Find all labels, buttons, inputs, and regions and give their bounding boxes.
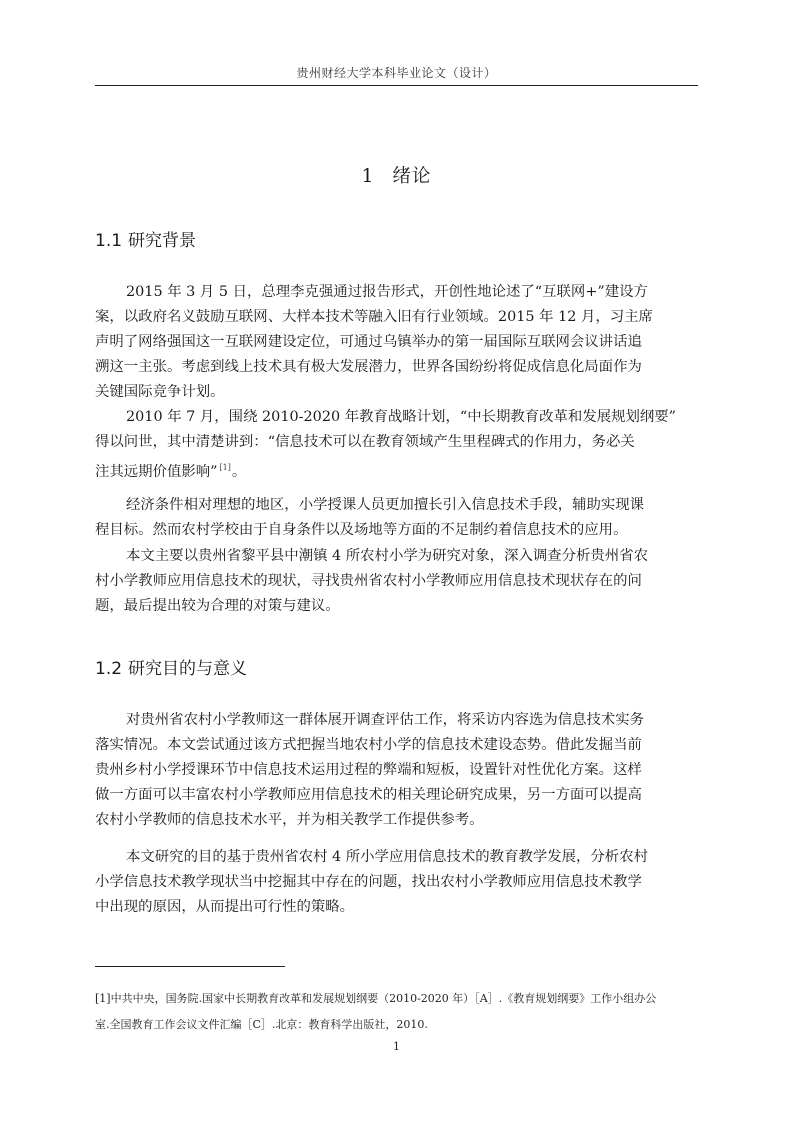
section-heading-1-1 [95,226,196,251]
footnote [95,986,698,1038]
section-number: 1.1 [95,231,123,251]
paragraph-line: 对贵州省农村小学教师这一群体展开调查评估工作，将采访内容选为信息技术实务 [126,712,645,728]
paragraph-line [95,455,698,485]
running-header: 贵州财经大学本科毕业论文（设计） [296,66,497,80]
paragraph-background-1 [95,280,698,405]
paragraph-line: 农村小学教师的信息技术水平，并为相关教学工作提供参考。 [95,812,484,828]
paragraph-line: 本文主要以贵州省黎平县中潮镇 4 所农村小学为研究对象，深入调查分析贵州省农 [126,548,648,564]
paragraph-line: 贵州乡村小学授课环节中信息技术运用过程的弊端和短板，设置针对性优化方案。这样 [95,762,642,778]
paragraph-line: 经济条件相对理想的地区，小学授课人员更加擅长引入信息技术手段，辅助实现课 [126,497,645,513]
paragraph-background-3 [95,493,698,543]
page-number: 1 [393,1040,400,1053]
paragraph-background-4 [95,544,698,619]
paragraph-line: 村小学教师应用信息技术的现状，寻找贵州省农村小学教师应用信息技术现状存在的问 [95,573,642,589]
section-heading-1-2 [95,654,247,679]
paragraph-line: 中出现的原因，从而提出可行性的策略。 [95,899,355,915]
paragraph-line: 程目标。然而农村学校由于自身条件以及场地等方面的不足制约着信息技术的应用。 [95,522,628,538]
paragraph-line: 本文研究的目的基于贵州省农村 4 所小学应用信息技术的教育教学发展，分析农村 [126,849,648,865]
chapter-title-text: 绪论 [392,166,432,187]
paragraph-line: 做一方面可以丰富农村小学教师应用信息技术的相关理论研究成果，另一方面可以提高 [95,787,642,803]
footnote-line: [1]中共中央，国务院.国家中长期教育改革和发展规划纲要（2010-2020 年）［A］.《教育规划纲要》工作小组办公 [95,992,657,1005]
paragraph-line: 声明了网络强国这一互联网建设定位，可通过乌镇举办的第一届国际互联网会议讲话追 [95,334,642,350]
section-number: 1.2 [95,659,123,679]
paragraph-purpose-2 [95,845,698,920]
chapter-title [95,162,698,188]
paragraph-background-2 [95,405,698,485]
paragraph-line: 溯这一主张。考虑到线上技术具有极大发展潜力，世界各国纷纷将促成信息化局面作为 [95,359,642,375]
citation-marker[interactable]: [1] [219,463,231,472]
paragraph-line: 关键国际竞争计划。 [95,384,225,400]
paragraph-line: 小学信息技术教学现状当中挖掘其中存在的问题，找出农村小学教师应用信息技术教学 [95,874,642,890]
footnote-rule [95,966,285,967]
paragraph-text: 。 [231,464,247,480]
chapter-number: 1 [361,166,375,187]
paragraph-line: 2015 年 3 月 5 日，总理李克强通过报告形式，开创性地论述了“互联网+”建设方 [126,284,648,300]
paragraph-line: 题，最后提出较为合理的对策与建议。 [95,598,340,614]
footnote-line: 室.全国教育工作会议文件汇编［C］.北京：教育科学出版社，2010. [95,1018,428,1031]
paragraph-purpose-1 [95,708,698,833]
paragraph-line: 得以问世，其中清楚讲到：“信息技术可以在教育领域产生里程碑式的作用力，务必关 [95,434,635,450]
section-title-text: 研究目的与意义 [128,659,248,679]
paragraph-text: 注其远期价值影响” [95,464,218,480]
paragraph-line: 案，以政府名义鼓励互联网、大样本技术等融入旧有行业领域。2015 年 12 月，习主席 [95,309,653,325]
header-rule [95,85,698,86]
paragraph-line: 落实情况。本文尝试通过该方式把握当地农村小学的信息技术建设态势。借此发掘当前 [95,737,642,753]
section-title-text: 研究背景 [128,231,197,251]
paragraph-line: 2010 年 7 月，围绕 2010-2020 年教育战略计划，“中长期教育改革和发展规划纲要” [126,409,677,425]
